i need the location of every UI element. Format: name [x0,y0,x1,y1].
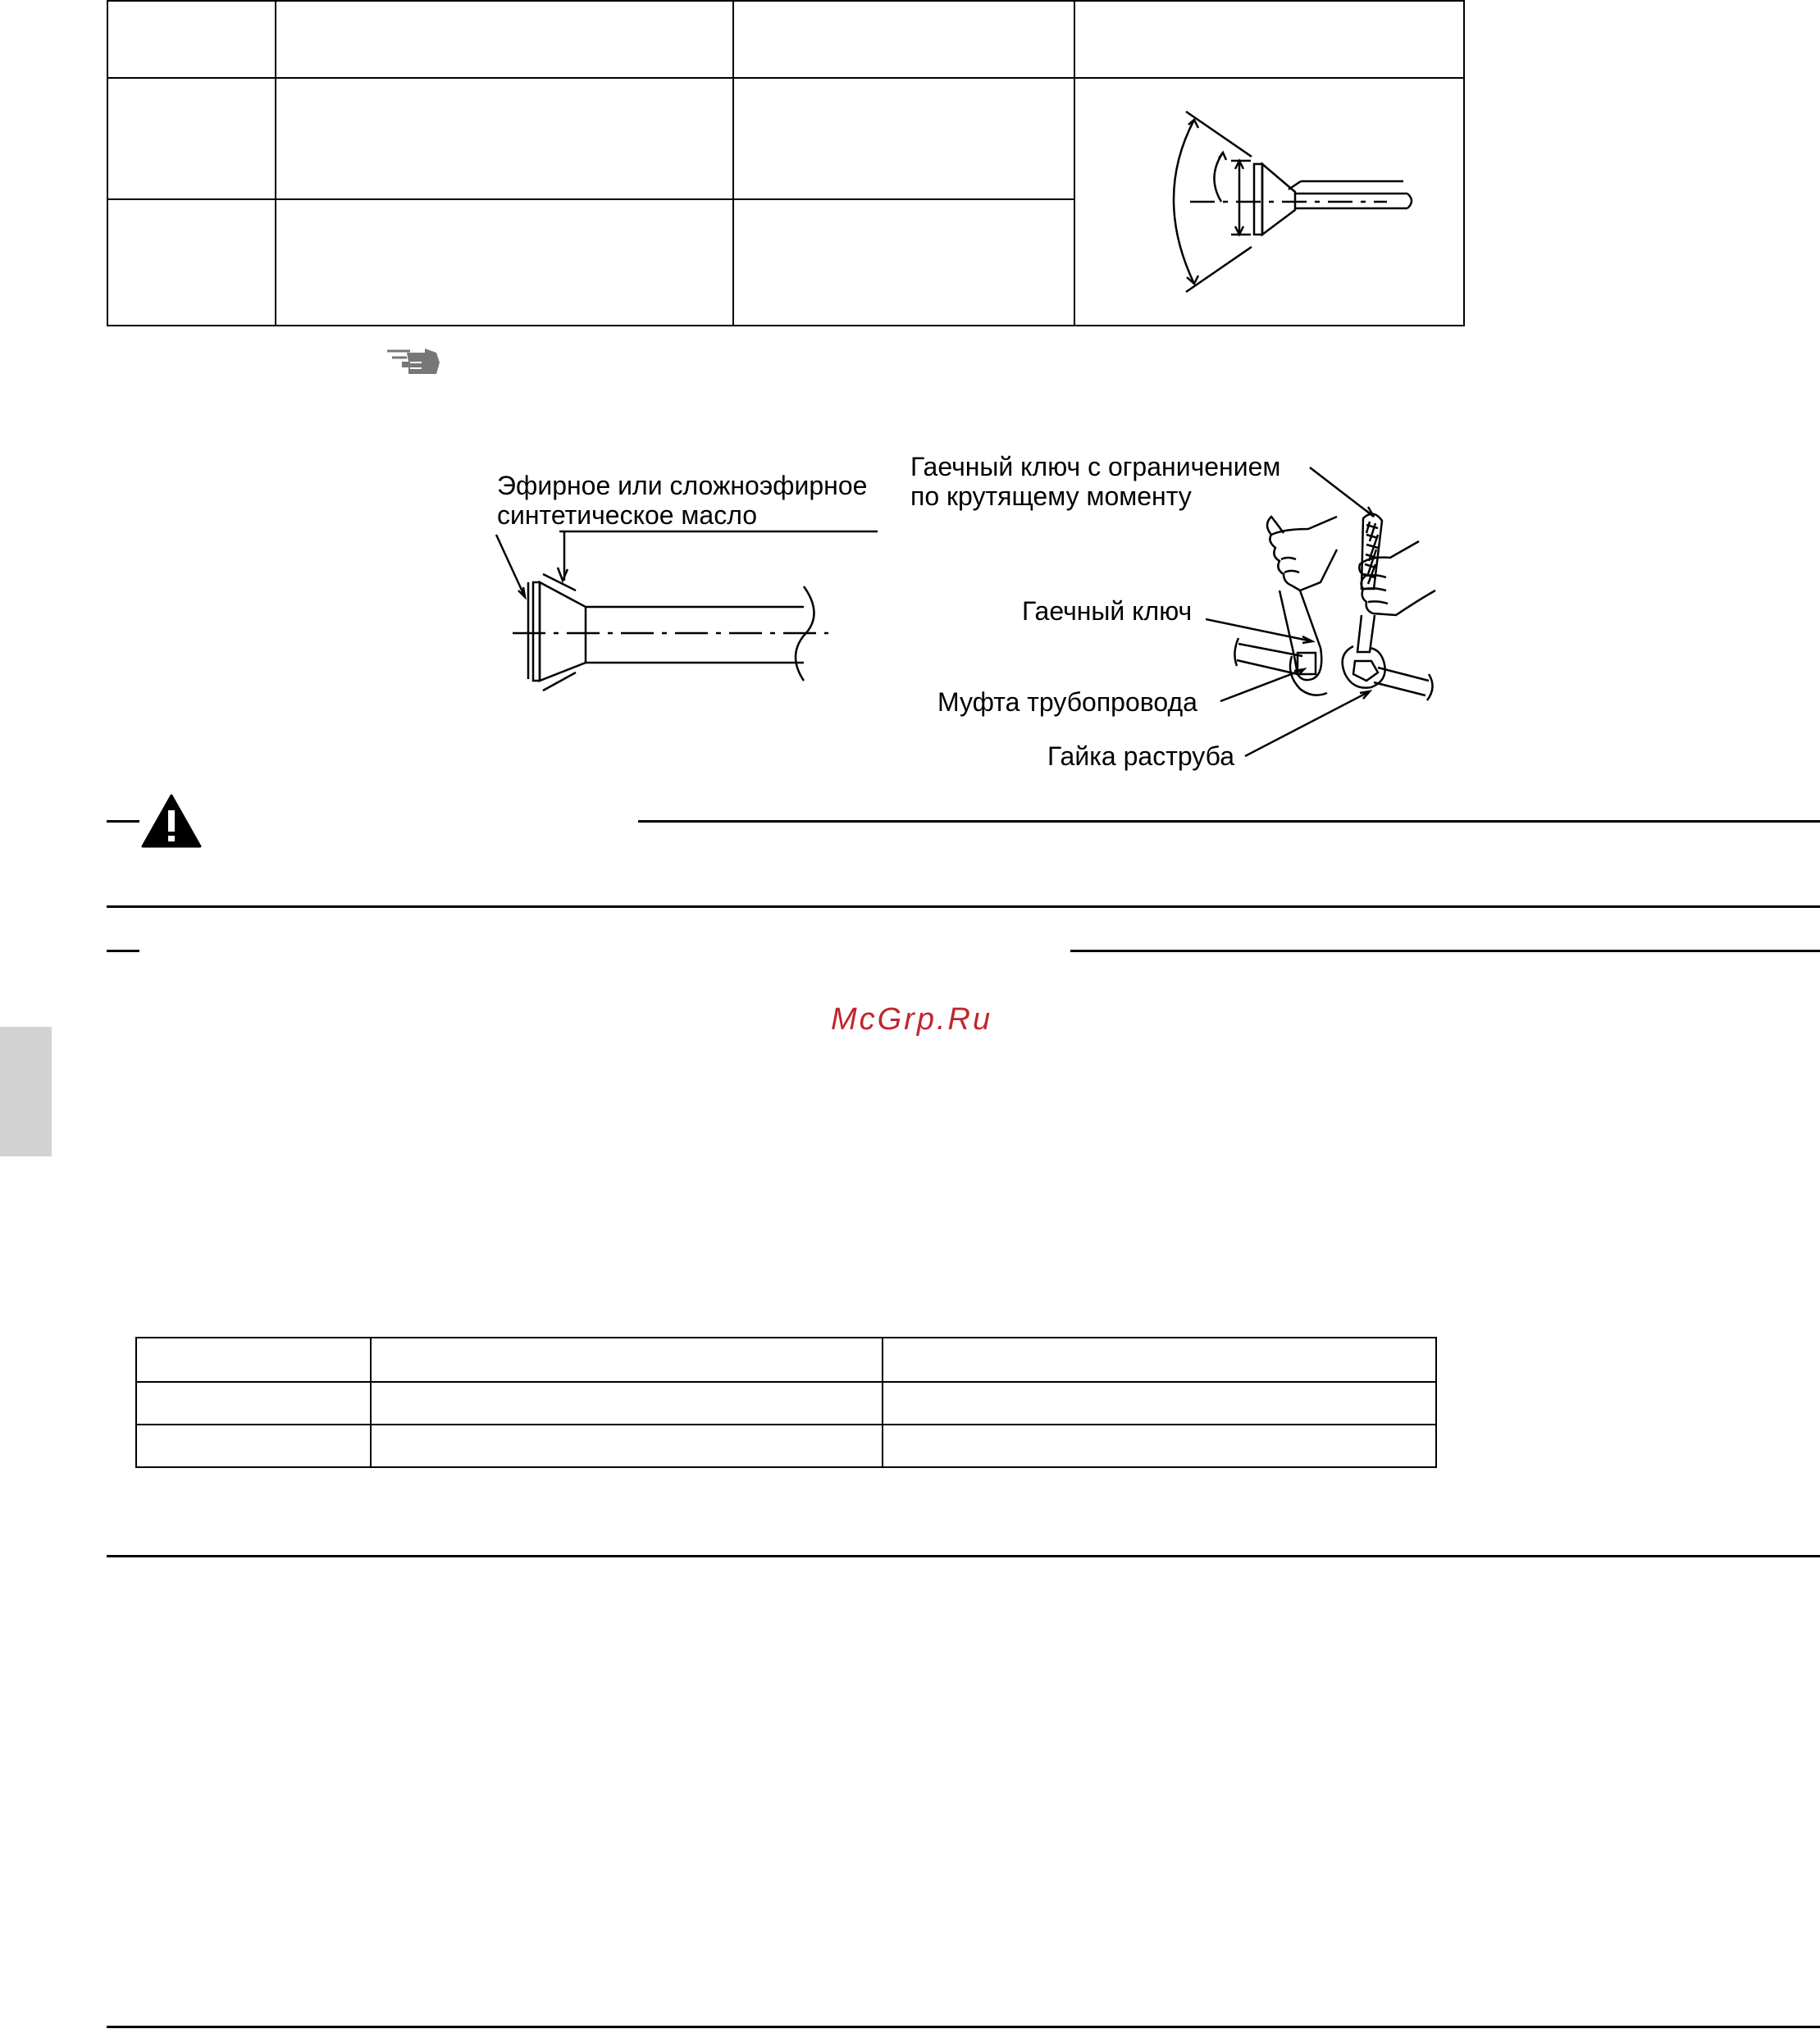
page-footer-rule [107,2026,1820,2028]
table-cell [136,1425,371,1467]
pipe-union-label: Муфта трубопровода [937,687,1197,717]
section-divider [107,1555,1820,1557]
section-divider [107,950,139,952]
flare-angle-diagram [1075,79,1413,325]
pointing-hand-icon [385,346,443,379]
flare-nut-label: Гайка раструба [1047,741,1235,771]
table-cell [371,1425,883,1467]
table-cell [107,1,276,78]
wrench-tightening-diagram [1206,459,1452,779]
warning-triangle-icon [141,794,202,848]
side-tab [0,1027,52,1156]
oil-label-line1: Эфирное или сложноэфирное [497,471,868,500]
torque-wrench-label-line1: Гаечный ключ с ограничением [910,452,1281,481]
table-cell [107,199,276,326]
table-cell [276,199,733,326]
table-cell [371,1338,883,1382]
flare-dimensions-table [107,0,1465,326]
wrench-label: Гаечный ключ [1022,596,1193,626]
table-cell [733,199,1074,326]
oil-label-line2: синтетическое масло [497,500,758,530]
section-divider [1070,950,1820,952]
table-cell [733,1,1074,78]
flare-angle-diagram-cell [1074,78,1464,326]
table-cell [733,78,1074,199]
table-cell [136,1382,371,1425]
section-divider [107,820,139,823]
table-cell [276,1,733,78]
torque-table [135,1337,1437,1468]
table-cell [136,1338,371,1382]
table-cell [1074,1,1464,78]
table-cell [371,1382,883,1425]
table-cell [883,1425,1436,1467]
section-divider [638,820,1820,823]
table-cell [107,78,276,199]
flare-oil-diagram [492,525,878,701]
torque-wrench-label-line2: по крутящему моменту [910,481,1192,511]
table-cell [883,1382,1436,1425]
table-cell [276,78,733,199]
table-cell [883,1338,1436,1382]
watermark: McGrp.Ru [831,1002,993,1037]
section-divider [107,905,1820,908]
